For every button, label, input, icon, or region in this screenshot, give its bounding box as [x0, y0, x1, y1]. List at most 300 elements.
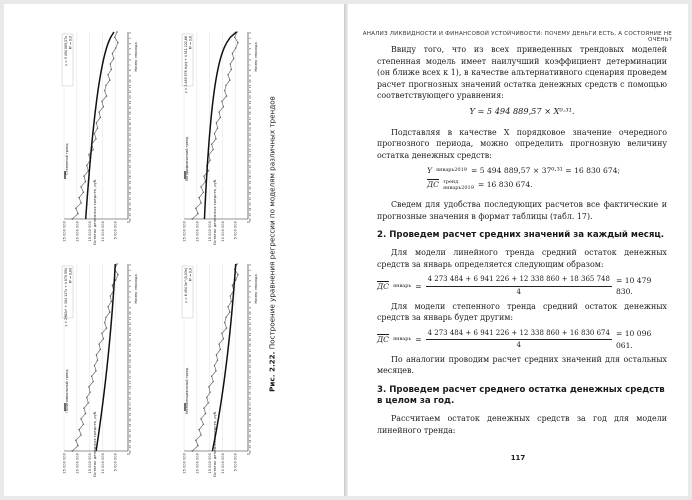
data-point	[77, 445, 78, 446]
data-point	[80, 434, 81, 435]
x-tick-label: 14	[128, 100, 132, 105]
data-point	[208, 402, 209, 403]
x-tick-label: 15	[248, 338, 252, 342]
data-point	[83, 424, 84, 425]
x-tick-label: 29	[128, 180, 132, 185]
f4-lhs: ДС	[377, 281, 389, 291]
x-tick-label: 22	[248, 375, 252, 379]
data-point	[217, 359, 218, 360]
y-tick-label: 25 000 000	[62, 453, 67, 474]
y-tick-label: 5 000 000	[233, 453, 238, 472]
x-tick-label: 18	[248, 354, 252, 358]
data-point	[197, 445, 198, 446]
legend-trend-label: Полиномиальный тренд	[65, 369, 69, 413]
x-tick-label: 9	[248, 306, 252, 309]
x-tick-label: 1	[128, 264, 132, 266]
x-tick-label: 30	[128, 186, 132, 190]
paragraph-6: По аналогии проводим расчет средних значений для остальных месяцев.	[377, 354, 667, 376]
x-axis-title: Номер периода	[254, 274, 258, 304]
f5-result: = 10 096 061.	[615, 329, 652, 350]
heading-step-3: 3. Проведем расчет среднего остатка денежных средств в целом за год.	[377, 385, 665, 407]
data-point	[220, 117, 221, 118]
data-point	[230, 63, 231, 64]
x-tick-label: 2	[128, 269, 132, 272]
data-point	[116, 31, 117, 32]
data-point	[117, 274, 118, 275]
paragraph-2: Подставляя в качестве X порядковое значение очередного прогнозного периода, можно определить прогнозную величину остатка денежных средств:	[377, 127, 667, 160]
data-point	[110, 63, 111, 64]
forecast-ds-value: = 16 830 674.	[477, 180, 533, 190]
x-tick-label: 34	[128, 207, 132, 212]
x-tick-label: 31	[128, 423, 132, 428]
y-tick-label: 15 000 000	[88, 453, 93, 474]
data-point	[86, 165, 87, 166]
data-point	[101, 333, 102, 334]
x-tick-label: 20	[128, 364, 132, 369]
x-tick-label: 21	[128, 370, 132, 374]
x-tick-label: 10	[248, 79, 252, 83]
x-tick-label: 21	[248, 138, 252, 142]
data-point	[236, 263, 237, 264]
x-tick-label: 12	[128, 89, 132, 94]
data-point	[113, 58, 114, 59]
data-point	[205, 413, 206, 414]
x-tick-label: 2	[248, 269, 252, 272]
x-tick-label: 4	[248, 280, 252, 282]
data-point	[215, 138, 216, 139]
f5-denominator: 4	[516, 341, 521, 350]
x-tick-label: 19	[248, 127, 252, 131]
paragraph-3: Сведем для удобства последующих расчетов все фактические и прогнозные значения в формат таблицы (табл. 17).	[377, 199, 667, 221]
data-point	[86, 397, 87, 398]
x-tick-label: 11	[248, 316, 252, 321]
x-tick-label: 20	[128, 132, 132, 137]
y-tick-label: 10 000 000	[100, 453, 105, 474]
data-point	[95, 138, 96, 139]
x-tick-label: 5	[248, 285, 252, 288]
x-tick-label: 6	[128, 290, 132, 293]
data-point	[220, 349, 221, 350]
y-tick-label: 0	[246, 453, 251, 456]
formula-power-january: ДС январь = $\frac{4 273 484 + 6 941 226 + 12 338 860 + 16 830 674}{4}$ = 10 096 061.	[377, 328, 667, 352]
data-point	[89, 392, 90, 393]
trend-r2: R² = 0,9	[188, 268, 193, 282]
data-point	[96, 354, 97, 355]
y-axis-title: Остаток денежных средств, руб.	[212, 410, 217, 477]
data-point	[75, 440, 76, 441]
x-tick-label: 7	[248, 296, 252, 298]
y-axis-title: Остаток денежных средств, руб.	[92, 178, 97, 245]
x-tick-label: 32	[128, 196, 132, 201]
data-point	[105, 85, 106, 86]
formula-linear-january: ДС январь = $\frac{4 273 484 + 6 941 226 + 12 338 860 + 18 365 748}{4}$ = 10 479 830.	[377, 274, 667, 298]
x-tick-label: 24	[128, 386, 132, 390]
data-point	[208, 170, 209, 171]
data-point	[231, 69, 232, 70]
x-tick-label: 25	[128, 159, 132, 164]
x-tick-label: 25	[248, 391, 252, 396]
x-tick-label: 18	[248, 122, 252, 126]
f4-numerator: 4 273 484 + 6 941 226 + 12 338 860 + 18 365 748	[426, 274, 612, 287]
x-tick-label: 8	[128, 301, 132, 304]
y-tick-label: 5 000 000	[233, 221, 238, 240]
x-tick-label: 16	[128, 111, 132, 115]
x-tick-label: 36	[248, 450, 252, 454]
trend-r2: R² = 0,89	[68, 268, 73, 284]
data-point	[226, 95, 227, 96]
x-tick-label: 15	[128, 338, 132, 342]
x-tick-label: 1	[128, 32, 132, 34]
x-tick-label: 5	[248, 53, 252, 56]
data-point	[100, 349, 101, 350]
x-tick-label: 1	[248, 32, 252, 34]
legend-trend-label: Логарифмический тренд	[185, 136, 189, 182]
data-point	[83, 192, 84, 193]
y-tick-label: 15 000 000	[208, 221, 213, 242]
data-point	[208, 386, 209, 387]
x-tick-label: 13	[248, 327, 252, 331]
y-tick-label: 15 000 000	[88, 221, 93, 242]
x-tick-label: 17	[248, 116, 252, 121]
chart-panel-2	[182, 31, 258, 245]
x-tick-label: 33	[128, 434, 132, 438]
x-tick-label: 36	[128, 218, 132, 222]
x-tick-label: 15	[128, 106, 132, 110]
x-tick-label: 32	[128, 428, 132, 433]
data-point	[225, 317, 226, 318]
data-point	[203, 192, 204, 193]
x-tick-label: 4	[128, 280, 132, 282]
y-tick-label: 15 000 000	[208, 453, 213, 474]
running-head: АНАЛИЗ ЛИКВИДНОСТИ И ФИНАНСОВОЙ УСТОЙЧИВОСТИ: ПОЧЕМУ ДЕНЬГИ ЕСТЬ, А СОСТОЯНИЕ НЕ ОЧЕНЬ?	[362, 31, 672, 43]
data-point	[230, 295, 231, 296]
data-point	[215, 370, 216, 371]
trend-r2: R² = 0,6	[188, 36, 193, 50]
data-point	[100, 117, 101, 118]
data-point	[71, 218, 72, 219]
x-tick-label: 8	[248, 69, 252, 72]
data-point	[111, 69, 112, 70]
x-tick-label: 25	[248, 159, 252, 164]
x-tick-label: 28	[248, 175, 252, 180]
forecast-ds-sup: тренд	[442, 178, 459, 185]
x-tick-label: 8	[248, 301, 252, 304]
data-point	[83, 176, 84, 177]
x-tick-label: 19	[128, 359, 132, 363]
data-point	[75, 208, 76, 209]
x-tick-label: 20	[248, 364, 252, 369]
data-point	[203, 408, 204, 409]
data-point	[88, 386, 89, 387]
data-point	[96, 122, 97, 123]
formula-forecast	[387, 165, 667, 191]
y-tick-label: 20 000 000	[75, 453, 80, 474]
chart-panel-1	[62, 31, 138, 245]
data-point	[200, 418, 201, 419]
y-tick-label: 10 000 000	[220, 221, 225, 242]
data-point	[214, 365, 215, 366]
x-axis-title: Номер периода	[134, 42, 138, 72]
data-point	[214, 133, 215, 134]
caption-text: Построение уравнения регрессии по моделям различных трендов	[267, 96, 277, 350]
x-tick-label: 26	[248, 164, 252, 169]
data-point	[221, 333, 222, 334]
x-tick-label: 13	[128, 327, 132, 331]
data-point	[235, 47, 236, 48]
data-point	[103, 338, 104, 339]
y-tick-label: 25 000 000	[62, 221, 67, 242]
x-tick-label: 22	[128, 143, 132, 147]
data-point	[92, 381, 93, 382]
chart-panel-4	[182, 263, 258, 477]
x-tick-label: 31	[248, 191, 252, 196]
x-tick-label: 27	[128, 402, 132, 406]
x-tick-label: 32	[248, 428, 252, 433]
x-tick-label: 26	[128, 164, 132, 169]
y-tick-label: 10 000 000	[100, 221, 105, 242]
forecast-y-symbol: Y	[427, 166, 433, 176]
data-point	[88, 402, 89, 403]
x-tick-label: 2	[128, 37, 132, 40]
x-tick-label: 30	[248, 418, 252, 422]
trend-charts	[4, 4, 344, 496]
x-tick-label: 23	[128, 380, 132, 385]
x-tick-label: 32	[248, 196, 252, 201]
y-tick-label: 0	[126, 453, 131, 456]
data-point	[231, 301, 232, 302]
x-axis-title: Номер периода	[254, 42, 258, 72]
formula-power-model: Y = 5 494 889,57 × X⁰·³¹.	[469, 105, 575, 116]
series-trend-line	[86, 32, 114, 219]
data-point	[225, 85, 226, 86]
y-axis-title: Остаток денежных средств, руб.	[92, 410, 97, 477]
data-point	[216, 354, 217, 355]
data-point	[200, 434, 201, 435]
data-point	[232, 285, 233, 286]
data-point	[114, 37, 115, 38]
page-number: 117	[510, 454, 526, 462]
f5-numerator: 4 273 484 + 6 941 226 + 12 338 860 + 16 830 674	[426, 328, 612, 341]
x-tick-label: 36	[128, 450, 132, 454]
data-point	[233, 58, 234, 59]
x-tick-label: 9	[128, 306, 132, 309]
data-point	[221, 101, 222, 102]
x-tick-label: 10	[128, 79, 132, 83]
data-point	[71, 450, 72, 451]
x-tick-label: 10	[248, 311, 252, 315]
data-point	[85, 413, 86, 414]
x-tick-label: 14	[128, 332, 132, 337]
data-point	[227, 306, 228, 307]
trend-equation: y = 3 489 978 ln(x) + 4 511 122,66	[184, 36, 188, 94]
x-tick-label: 12	[248, 89, 252, 94]
data-point	[98, 111, 99, 112]
data-point	[106, 327, 107, 328]
x-tick-label: 18	[128, 122, 132, 126]
data-point	[80, 418, 81, 419]
x-tick-label: 16	[128, 343, 132, 347]
y-tick-label: 25 000 000	[182, 453, 187, 474]
data-point	[226, 327, 227, 328]
f4-sub: январь	[392, 282, 412, 289]
data-point	[198, 197, 199, 198]
x-tick-label: 16	[248, 111, 252, 115]
x-tick-label: 35	[248, 212, 252, 217]
data-point	[83, 408, 84, 409]
data-point	[209, 160, 210, 161]
data-point	[98, 343, 99, 344]
data-point	[115, 47, 116, 48]
f4-denominator: 4	[516, 287, 521, 296]
x-tick-label: 26	[248, 396, 252, 401]
data-point	[112, 53, 113, 54]
data-point	[223, 106, 224, 107]
data-point	[227, 74, 228, 75]
data-point	[218, 111, 219, 112]
paragraph-5: Для модели степенного тренда средний остаток денежных средств за январь будет другим:	[377, 301, 667, 323]
legend-trend-label: Экспоненциальный тренд	[185, 367, 189, 415]
data-point	[217, 127, 218, 128]
x-tick-label: 26	[128, 396, 132, 401]
x-tick-label: 8	[128, 69, 132, 72]
x-tick-label: 2	[248, 37, 252, 40]
trend-equation: y = 2962x² + 104 117x + 4 870 994	[64, 268, 68, 327]
x-tick-label: 3	[248, 274, 252, 277]
data-point	[216, 122, 217, 123]
data-point	[110, 295, 111, 296]
data-point	[95, 370, 96, 371]
data-point	[107, 306, 108, 307]
data-point	[232, 53, 233, 54]
x-tick-label: 28	[128, 407, 132, 412]
x-tick-label: 3	[128, 274, 132, 277]
x-tick-label: 34	[248, 439, 252, 444]
x-tick-label: 27	[248, 402, 252, 406]
x-tick-label: 18	[128, 354, 132, 358]
x-tick-label: 5	[128, 53, 132, 56]
data-point	[78, 429, 79, 430]
data-point	[206, 397, 207, 398]
y-tick-label: 10 000 000	[220, 453, 225, 474]
y-tick-label: 20 000 000	[75, 221, 80, 242]
y-tick-label: 0	[126, 221, 131, 224]
right-page	[348, 4, 688, 496]
x-tick-label: 28	[248, 407, 252, 412]
data-point	[80, 186, 81, 187]
data-point	[198, 429, 199, 430]
x-tick-label: 29	[248, 180, 252, 185]
data-point	[111, 301, 112, 302]
data-point	[91, 376, 92, 377]
x-tick-label: 20	[248, 132, 252, 137]
data-point	[106, 95, 107, 96]
x-tick-label: 19	[248, 359, 252, 363]
data-point	[103, 106, 104, 107]
data-point	[101, 101, 102, 102]
data-point	[94, 133, 95, 134]
x-tick-label: 24	[248, 154, 252, 158]
x-tick-label: 33	[248, 434, 252, 438]
x-tick-label: 3	[248, 42, 252, 45]
x-tick-label: 24	[128, 154, 132, 158]
data-point	[92, 149, 93, 150]
x-tick-label: 31	[248, 423, 252, 428]
data-point	[88, 154, 89, 155]
x-tick-label: 4	[248, 48, 252, 50]
x-tick-label: 22	[128, 375, 132, 379]
x-tick-label: 23	[248, 380, 252, 385]
x-tick-label: 29	[248, 412, 252, 417]
x-tick-label: 1	[248, 264, 252, 266]
x-tick-label: 35	[128, 444, 132, 449]
page-content	[377, 44, 667, 440]
x-tick-label: 29	[128, 412, 132, 417]
data-point	[195, 208, 196, 209]
data-point	[191, 218, 192, 219]
x-tick-label: 6	[128, 58, 132, 61]
caption-number: Рис. 2.22.	[267, 351, 277, 392]
data-point	[117, 42, 118, 43]
data-point	[85, 181, 86, 182]
paragraph-1: Ввиду того, что из всех приведенных трендовых моделей степенная модель имеет наилучший коэффициент детерминации (он ближе всех к 1), в качестве альтернативного сценария проведем расчет прогнозных значений остатка денежных средств с помощью соответствующего уравнения:	[377, 45, 667, 101]
x-tick-label: 7	[128, 296, 132, 298]
data-point	[224, 90, 225, 91]
x-tick-label: 14	[248, 332, 252, 337]
x-tick-label: 17	[248, 348, 252, 353]
x-tick-label: 17	[128, 116, 132, 121]
forecast-y-value: = 5 494 889,57 × 37⁰·³¹ = 16 830 674;	[470, 166, 621, 176]
x-tick-label: 6	[248, 58, 252, 61]
y-tick-label: 20 000 000	[195, 453, 200, 474]
y-tick-label: 25 000 000	[182, 221, 187, 242]
data-point	[229, 79, 230, 80]
y-tick-label: 5 000 000	[113, 453, 118, 472]
x-tick-label: 11	[128, 84, 132, 89]
data-point	[234, 37, 235, 38]
paragraph-7: Рассчитаем остаток денежных средств за год для модели линейного тренда:	[377, 414, 667, 435]
legend-trend-label: Степенной тренд	[65, 143, 69, 175]
forecast-ds-sub: январь2019	[442, 184, 474, 191]
x-tick-label: 6	[248, 290, 252, 293]
data-point	[237, 274, 238, 275]
x-tick-label: 15	[248, 106, 252, 110]
data-point	[200, 186, 201, 187]
x-tick-label: 12	[248, 321, 252, 326]
forecast-ds-symbol: ДС	[427, 180, 439, 190]
trend-r2: R² = 0,0	[68, 36, 73, 50]
x-tick-label: 21	[128, 138, 132, 142]
data-point	[109, 79, 110, 80]
heading-step-2: 2. Проведем расчет средних значений за каждый месяц.	[377, 230, 665, 241]
x-tick-label: 12	[128, 321, 132, 326]
data-point	[77, 213, 78, 214]
data-point	[116, 263, 117, 264]
x-tick-label: 19	[128, 127, 132, 131]
y-tick-label: 20 000 000	[195, 221, 200, 242]
x-tick-label: 3	[128, 42, 132, 45]
x-tick-label: 27	[128, 170, 132, 174]
x-tick-label: 23	[128, 148, 132, 153]
trend-equation: y = 5 494 889,57x	[64, 36, 68, 66]
data-point	[197, 213, 198, 214]
x-tick-label: 13	[128, 95, 132, 99]
data-point	[97, 359, 98, 360]
data-point	[191, 450, 192, 451]
y-tick-label: 5 000 000	[113, 221, 118, 240]
data-point	[112, 285, 113, 286]
x-tick-label: 17	[128, 348, 132, 353]
x-axis-title: Номер периода	[134, 274, 138, 304]
